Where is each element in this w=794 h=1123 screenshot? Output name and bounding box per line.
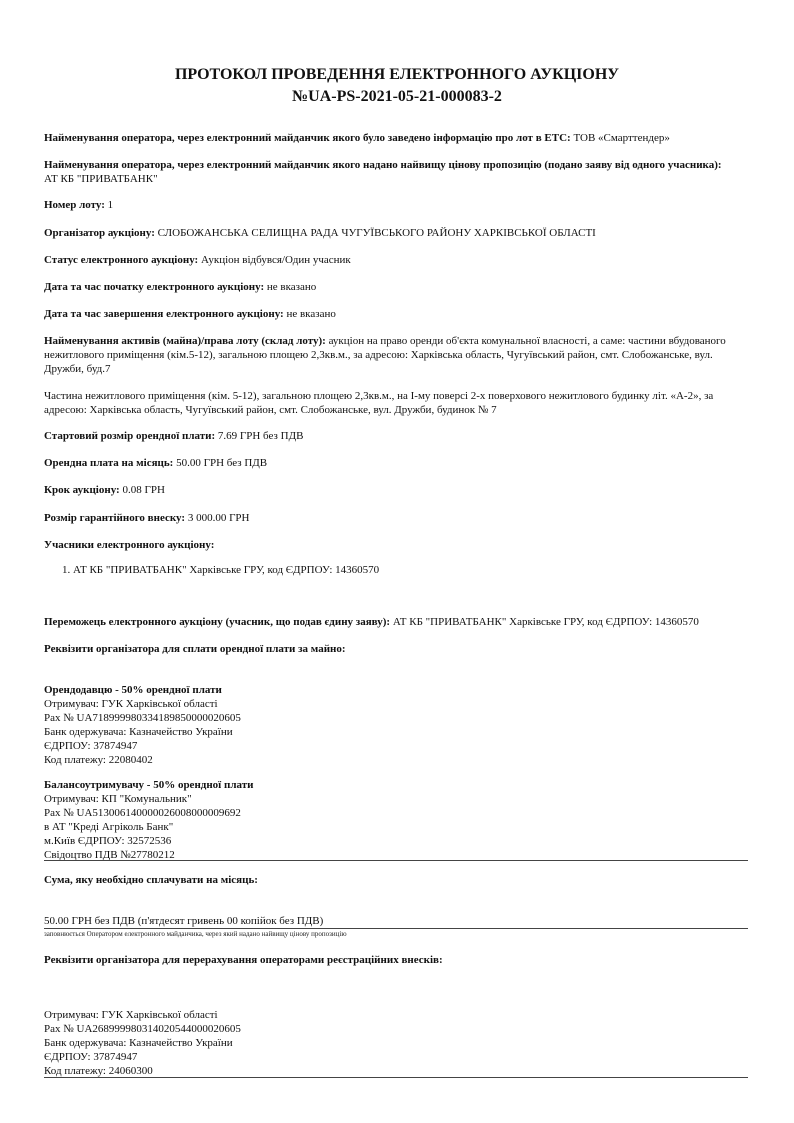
fill-note: заповнюється Оператором електронного майданчика, через який надано найвищу цінову пропозицію <box>44 930 347 938</box>
reg-details-block <box>44 1008 748 1078</box>
reg-line: Банк одержувача: Казначейство України <box>44 1037 233 1049</box>
operator-best-label: Найменування оператора, через електронний майданчик якого надано найвищу цінову пропозицію (подано заяву від одного учасника): <box>44 159 722 171</box>
monthly-sum-label: Сума, яку необхідно сплачувати на місяць: <box>44 874 258 886</box>
status-value: Аукціон відбувся/Один учасник <box>198 254 351 266</box>
winner-row <box>44 615 748 629</box>
monthly-rent-label: Орендна плата на місяць: <box>44 457 174 469</box>
operator-lot-row <box>44 131 748 145</box>
assets-value: аукціон на право оренди об'єкта комунальної власності, а саме: частини вбудованого нежитлового приміщення (кім.5-12), загальною площею 2,3кв.м., за адресою: Харківська область, Чугуївський район, смт. Слобожанське, вул. Дружби, буд.7 <box>44 335 726 375</box>
auction-step-row <box>44 483 748 497</box>
status-row <box>44 253 748 267</box>
operator-lot-label: Найменування оператора, через електронний майданчик якого було заведено інформацію про лот в ЕТС: <box>44 132 571 144</box>
start-rent-label: Стартовий розмір орендної плати: <box>44 430 216 442</box>
organizer-row <box>44 226 748 240</box>
balance-block <box>44 778 748 862</box>
start-rent-row <box>44 429 748 443</box>
divider <box>44 928 748 929</box>
reg-line: Код платежу: 24060300 <box>44 1065 153 1077</box>
rent-details-label: Реквізити організатора для сплати орендної плати за майно: <box>44 643 346 655</box>
assets-label: Найменування активів (майна)/права лоту (склад лоту): <box>44 335 326 347</box>
participants-label <box>44 538 748 552</box>
start-date-label: Дата та час початку електронного аукціону: <box>44 281 265 293</box>
winner-value: АТ КБ "ПРИВАТБАНК" Харківське ГРУ, код ЄДРПОУ: 14360570 <box>390 616 699 628</box>
guarantee-label: Розмір гарантійного внеску: <box>44 512 186 524</box>
landlord-line: Код платежу: 22080402 <box>44 754 153 766</box>
auction-step-value: 0.08 ГРН <box>119 484 165 496</box>
participant-item: 1. АТ КБ "ПРИВАТБАНК" Харківське ГРУ, код ЄДРПОУ: 14360570 <box>62 564 380 576</box>
end-date-row <box>44 307 748 321</box>
organizer-value: СЛОБОЖАНСЬКА СЕЛИЩНА РАДА ЧУГУЇВСЬКОГО РАЙОНУ ХАРКІВСЬКОЇ ОБЛАСТІ <box>154 227 596 239</box>
rent-details-heading <box>44 642 748 656</box>
balance-line: в АТ "Креді Агріколь Банк" <box>44 821 174 833</box>
start-date-value: не вказано <box>264 281 317 293</box>
landlord-line: ЄДРПОУ: 37874947 <box>44 740 138 752</box>
divider <box>44 1077 748 1078</box>
divider <box>44 860 748 861</box>
landlord-block <box>44 683 748 767</box>
participants-heading: Учасники електронного аукціону: <box>44 539 215 551</box>
start-date-row <box>44 280 748 294</box>
status-label: Статус електронного аукціону: <box>44 254 199 266</box>
operator-best-value: АТ КБ "ПРИВАТБАНК" <box>44 173 158 185</box>
lot-number-label: Номер лоту: <box>44 199 105 211</box>
operator-lot-value: ТОВ «Смарттендер» <box>570 132 670 144</box>
reg-line: ЄДРПОУ: 37874947 <box>44 1051 138 1063</box>
landlord-line: Банк одержувача: Казначейство України <box>44 726 233 738</box>
start-rent-value: 7.69 ГРН без ПДВ <box>215 430 304 442</box>
auction-step-label: Крок аукціону: <box>44 484 120 496</box>
monthly-rent-value: 50.00 ГРН без ПДВ <box>173 457 268 469</box>
balance-title: Балансоутримувачу - 50% орендної плати <box>44 779 254 791</box>
protocol-number: №UA-PS-2021-05-21-000083-2 <box>292 88 502 105</box>
end-date-label: Дата та час завершення електронного аукціону: <box>44 308 284 320</box>
balance-line: м.Київ ЄДРПОУ: 32572536 <box>44 835 172 847</box>
reg-details-heading <box>44 953 748 967</box>
operator-best-row <box>44 158 748 186</box>
monthly-sum-heading <box>44 873 748 887</box>
balance-line: Отримувач: КП "Комунальник" <box>44 793 192 805</box>
organizer-label: Організатор аукціону: <box>44 227 155 239</box>
assets-row <box>44 334 748 376</box>
landlord-title: Орендодавцю - 50% орендної плати <box>44 684 222 696</box>
balance-line: Рах № UA513006140000026008000009692 <box>44 807 241 819</box>
guarantee-value: 3 000.00 ГРН <box>185 512 250 524</box>
monthly-rent-row <box>44 456 748 470</box>
protocol-title: ПРОТОКОЛ ПРОВЕДЕННЯ ЕЛЕКТРОННОГО АУКЦІОНУ <box>174 66 620 83</box>
guarantee-row <box>44 511 748 525</box>
reg-line: Рах № UA268999980314020544000020605 <box>44 1023 241 1035</box>
winner-label: Переможець електронного аукціону (учасник, що подав єдину заяву): <box>44 616 391 628</box>
end-date-value: не вказано <box>283 308 336 320</box>
balance-line: Свідоцтво ПДВ №27780212 <box>44 849 175 861</box>
lot-number-value: 1 <box>104 199 114 211</box>
landlord-line: Отримувач: ГУК Харківської області <box>44 698 218 710</box>
lot-number-row <box>44 198 748 212</box>
assets-description: Частина нежитлового приміщення (кім. 5-12), загальною площею 2,3кв.м., на І-му поверсі 2-х поверхового нежитлового будинку літ. «А-2», за адресою: Харківська область, Чугуївський район, смт. Слобожанське, вул. Дружби, будинок № 7 <box>44 390 714 416</box>
landlord-line: Рах № UA718999980334189850000020605 <box>44 712 241 724</box>
reg-line: Отримувач: ГУК Харківської області <box>44 1009 218 1021</box>
monthly-sum-value: 50.00 ГРН без ПДВ (п'ятдесят гривень 00 копійок без ПДВ) <box>44 915 324 927</box>
reg-details-label: Реквізити організатора для перерахування операторами реєстраційних внесків: <box>44 954 443 966</box>
